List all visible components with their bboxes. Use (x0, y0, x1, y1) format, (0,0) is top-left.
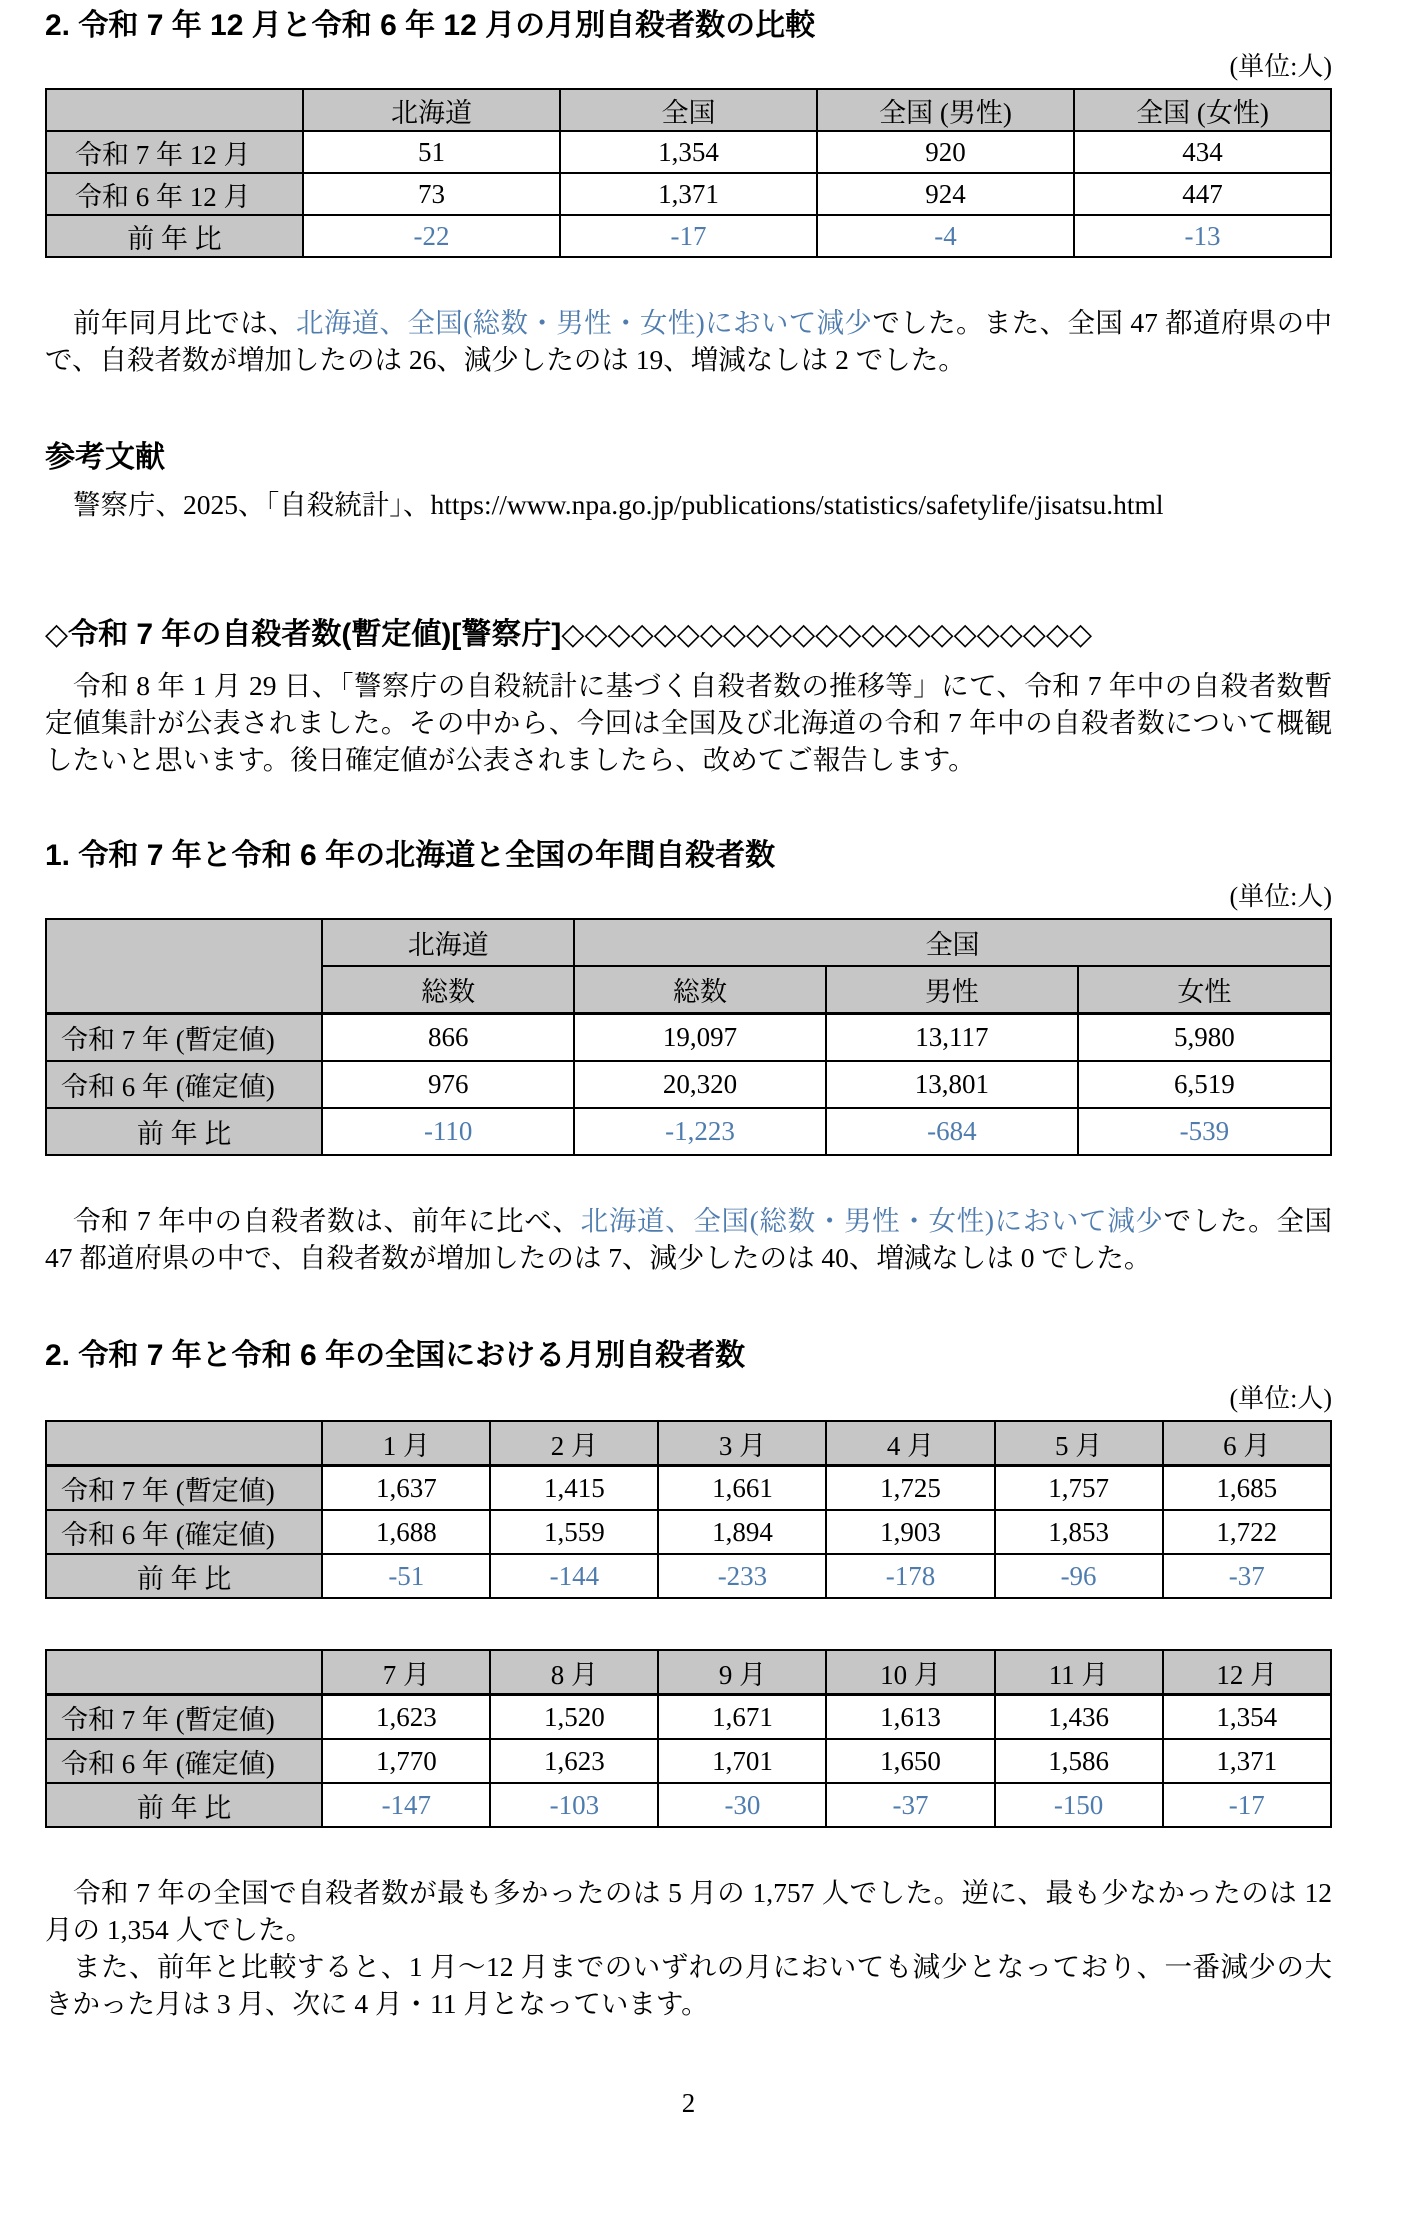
table-row-diff (46, 215, 1331, 257)
table-row-diff (46, 1783, 1331, 1827)
col-header: 北海道 (322, 919, 574, 966)
table-cell: 1,520 (490, 1695, 658, 1740)
table-cell: -110 (322, 1108, 574, 1155)
table-cell: 1,354 (560, 131, 817, 173)
table-cell: -51 (322, 1554, 490, 1598)
table-monthly-jul-dec (45, 1649, 1332, 1828)
table-cell: -233 (658, 1554, 826, 1598)
table-cell: -103 (490, 1783, 658, 1827)
table-cell: 13,801 (826, 1061, 1078, 1108)
table-cell: 1,436 (995, 1695, 1163, 1740)
table-cell: 1,637 (322, 1466, 490, 1511)
table-cell: -150 (995, 1783, 1163, 1827)
row-label: 令和 6 年 (確定値) (46, 1739, 322, 1783)
unit-label: (単位:人) (1229, 1384, 1332, 1413)
col-header: 5 月 (995, 1421, 1163, 1466)
reference-entry: 警察庁、2025、「自殺統計」、https://www.npa.go.jp/publications/statistics/safetylife/jisatsu.html (73, 489, 1164, 520)
table-row (46, 1014, 1331, 1062)
table-monthly-jan-jun (45, 1420, 1332, 1599)
table-cell: -13 (1074, 215, 1331, 257)
col-header: 全国 (574, 919, 1331, 966)
col-header: 全国 (560, 89, 817, 131)
section-heading-monthly: 2. 令和 7 年と令和 6 年の全国における月別自殺者数 (45, 1339, 746, 1372)
table-cell: 1,354 (1163, 1695, 1331, 1740)
col-subheader: 総数 (322, 966, 574, 1014)
table-header-row (46, 1421, 1331, 1466)
table-cell: 20,320 (574, 1061, 826, 1108)
paragraph-intro: 令和 8 年 1 月 29 日、「警察庁の自殺統計に基づく自殺者数の推移等」にて、令和 7 年中の自殺者数暫定値集計が公表されました。その中から、今回は全国及び北海道の令和 7 年中の自殺者数について概観したいと思います。後日確定値が公表されましたら、改めてご報告します。 (45, 670, 1332, 775)
table-row (46, 1695, 1331, 1740)
table-cell: 1,559 (490, 1510, 658, 1554)
paragraph-final-2: また、前年と比較すると、1 月〜12 月までのいずれの月においても減少となっており、一番減少の大きかった月は 3 月、次に 4 月・11 月となっています。 (45, 1951, 1332, 2019)
table-cell: 447 (1074, 173, 1331, 215)
table-cell: -1,223 (574, 1108, 826, 1155)
table-row (46, 173, 1331, 215)
row-label: 令和 7 年 (暫定値) (46, 1466, 322, 1511)
col-header: 8 月 (490, 1650, 658, 1695)
table-cell: 1,650 (826, 1739, 994, 1783)
col-header: 12 月 (1163, 1650, 1331, 1695)
table-cell: 13,117 (826, 1014, 1078, 1062)
row-label: 前 年 比 (46, 1554, 322, 1598)
text-segment: でした。また、全国 47 都道府県の中で、自殺者数が増加したのは 26、減少したのは 19、増減なしは 2 でした。 (45, 307, 1333, 375)
row-label: 令和 6 年 12 月 (46, 173, 303, 215)
table-cell: -22 (303, 215, 560, 257)
text-segment: でした。全国 47 都道府県の中で、自殺者数が増加したのは 7、減少したのは 40、増減なしは 0 でした。 (45, 1205, 1332, 1273)
section-heading-r7-provisional: ◇令和 7 年の自殺者数(暫定値)[警察庁]◇◇◇◇◇◇◇◇◇◇◇◇◇◇◇◇◇◇◇◇◇◇◇ (45, 618, 1093, 651)
table-dec-comparison (45, 88, 1332, 258)
table-header-row (46, 1650, 1331, 1695)
corner-cell (46, 1650, 322, 1695)
row-label: 令和 6 年 (確定値) (46, 1061, 322, 1108)
table-row (46, 1466, 1331, 1511)
table-cell: 924 (817, 173, 1074, 215)
page-content (45, 6, 1332, 2120)
col-header: 9 月 (658, 1650, 826, 1695)
table-cell: 19,097 (574, 1014, 826, 1062)
col-header: 1 月 (322, 1421, 490, 1466)
col-subheader: 男性 (826, 966, 1078, 1014)
table-row-diff (46, 1108, 1331, 1155)
col-header: 北海道 (303, 89, 560, 131)
row-label: 前 年 比 (46, 1783, 322, 1827)
row-label: 前 年 比 (46, 215, 303, 257)
row-label: 前 年 比 (46, 1108, 322, 1155)
table-cell: 1,415 (490, 1466, 658, 1511)
row-label: 令和 6 年 (確定値) (46, 1510, 322, 1554)
table-cell: 1,623 (322, 1695, 490, 1740)
col-header: 3 月 (658, 1421, 826, 1466)
corner-cell (46, 919, 322, 1014)
unit-label: (単位:人) (1229, 882, 1332, 911)
table-header-row (46, 89, 1331, 131)
references-heading: 参考文献 (45, 441, 165, 474)
table-cell: -684 (826, 1108, 1078, 1155)
table-cell: 6,519 (1078, 1061, 1331, 1108)
corner-cell (46, 89, 303, 131)
col-header: 6 月 (1163, 1421, 1331, 1466)
table-row-diff (46, 1554, 1331, 1598)
table-cell: -539 (1078, 1108, 1331, 1155)
page-number: 2 (681, 2088, 696, 2118)
table-cell: 1,371 (1163, 1739, 1331, 1783)
table-cell: -30 (658, 1783, 826, 1827)
col-header: 全国 (女性) (1074, 89, 1331, 131)
table-cell: -4 (817, 215, 1074, 257)
table-cell: 1,586 (995, 1739, 1163, 1783)
table-cell: 1,725 (826, 1466, 994, 1511)
table-cell: -147 (322, 1783, 490, 1827)
table-cell: 1,701 (658, 1739, 826, 1783)
table-cell: 1,722 (1163, 1510, 1331, 1554)
table-cell: 1,623 (490, 1739, 658, 1783)
row-label: 令和 7 年 (暫定値) (46, 1695, 322, 1740)
table-cell: 1,894 (658, 1510, 826, 1554)
table-row (46, 1739, 1331, 1783)
table-cell: -178 (826, 1554, 994, 1598)
table-cell: 1,757 (995, 1466, 1163, 1511)
table-cell: 976 (322, 1061, 574, 1108)
table-cell: 1,671 (658, 1695, 826, 1740)
col-header: 4 月 (826, 1421, 994, 1466)
col-header: 10 月 (826, 1650, 994, 1695)
text-segment: 前年同月比では、 (73, 307, 296, 338)
paragraph-dec-comparison (45, 304, 1332, 378)
row-label: 令和 7 年 (暫定値) (46, 1014, 322, 1062)
text-segment: 令和 7 年中の自殺者数は、前年に比べ、 (73, 1205, 581, 1236)
table-cell: -144 (490, 1554, 658, 1598)
table-cell: 1,903 (826, 1510, 994, 1554)
col-header: 11 月 (995, 1650, 1163, 1695)
table-row (46, 131, 1331, 173)
col-header: 2 月 (490, 1421, 658, 1466)
col-header: 7 月 (322, 1650, 490, 1695)
table-cell: 1,688 (322, 1510, 490, 1554)
col-header: 全国 (男性) (817, 89, 1074, 131)
table-cell: 1,770 (322, 1739, 490, 1783)
text-segment-highlight: 北海道、全国(総数・男性・女性)において減少 (295, 307, 873, 338)
table-header-row-top (46, 919, 1331, 966)
table-cell: -96 (995, 1554, 1163, 1598)
unit-label: (単位:人) (1229, 52, 1332, 81)
section-heading-annual: 1. 令和 7 年と令和 6 年の北海道と全国の年間自殺者数 (45, 839, 776, 872)
table-cell: -37 (1163, 1554, 1331, 1598)
corner-cell (46, 1421, 322, 1466)
table-annual-comparison (45, 918, 1332, 1156)
table-cell: 5,980 (1078, 1014, 1331, 1062)
table-cell: 1,661 (658, 1466, 826, 1511)
table-cell: -37 (826, 1783, 994, 1827)
table-row (46, 1061, 1331, 1108)
table-row (46, 1510, 1331, 1554)
col-subheader: 総数 (574, 966, 826, 1014)
table-cell: -17 (1163, 1783, 1331, 1827)
table-cell: 1,613 (826, 1695, 994, 1740)
row-label: 令和 7 年 12 月 (46, 131, 303, 173)
text-segment-highlight: 北海道、全国(総数・男性・女性)において減少 (580, 1205, 1164, 1236)
table-cell: 1,371 (560, 173, 817, 215)
section-heading-dec-comparison: 2. 令和 7 年 12 月と令和 6 年 12 月の月別自殺者数の比較 (45, 9, 816, 42)
table-cell: 434 (1074, 131, 1331, 173)
table-cell: 866 (322, 1014, 574, 1062)
col-subheader: 女性 (1078, 966, 1331, 1014)
paragraph-final-1: 令和 7 年の全国で自殺者数が最も多かったのは 5 月の 1,757 人でした。逆に、最も少なかったのは 12 月の 1,354 人でした。 (45, 1877, 1332, 1945)
table-cell: 73 (303, 173, 560, 215)
table-cell: -17 (560, 215, 817, 257)
table-cell: 51 (303, 131, 560, 173)
table-cell: 1,685 (1163, 1466, 1331, 1511)
paragraph-annual (45, 1202, 1332, 1276)
table-cell: 920 (817, 131, 1074, 173)
table-cell: 1,853 (995, 1510, 1163, 1554)
